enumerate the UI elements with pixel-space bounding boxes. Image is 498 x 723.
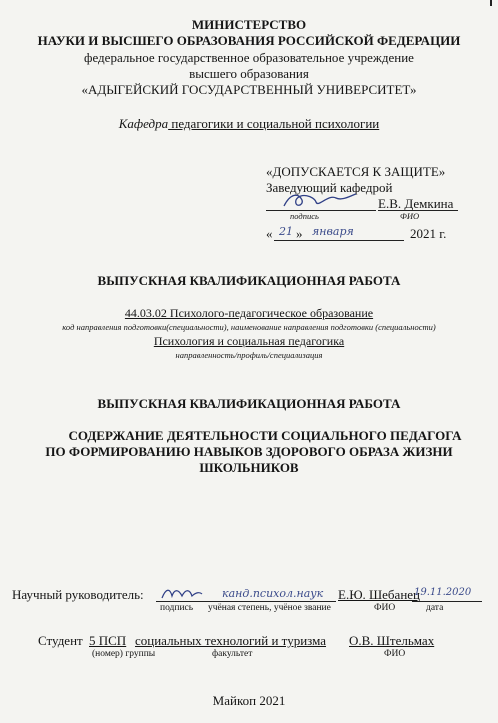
page-corner-mark (490, 0, 492, 6)
supervisor-name: Е.Ю. Шебанец (338, 587, 421, 602)
supervisor-degree-caption: учёная степень, учёное звание (208, 603, 331, 613)
head-fio-caption: ФИО (400, 211, 420, 221)
student-faculty: социальных технологий и туризма (135, 633, 327, 648)
work-title: ВЫПУСКНАЯ КВАЛИФИКАЦИОННАЯ РАБОТА (97, 273, 401, 288)
approval-title: «ДОПУСКАЕТСЯ К ЗАЩИТЕ» (266, 164, 446, 179)
work-title-2: ВЫПУСКНАЯ КВАЛИФИКАЦИОННАЯ РАБОТА (97, 396, 401, 411)
student-name: О.В. Штельмах (349, 633, 435, 648)
student-label: Студент (38, 633, 83, 648)
student-group: 5 ПСП (89, 633, 127, 648)
university-name: «АДЫГЕЙСКИЙ ГОСУДАРСТВЕННЫЙ УНИВЕРСИТЕТ» (81, 82, 417, 97)
topic-line-3: ШКОЛЬНИКОВ (199, 460, 299, 475)
head-name: Е.В. Демкина (378, 196, 454, 211)
ministry-line-2: НАУКИ И ВЫСШЕГО ОБРАЗОВАНИЯ РОССИЙСКОЙ ФЕДЕРАЦИИ (37, 33, 461, 48)
topic-line-1: СОДЕРЖАНИЕ ДЕЯТЕЛЬНОСТИ СОЦИАЛЬНОГО ПЕДАГОГА (68, 428, 462, 443)
ministry-line: МИНИСТЕРСТВО (191, 17, 307, 32)
approval-date-year: 2021 г. (410, 226, 447, 241)
approval-date-line (274, 240, 404, 241)
city-year: Майкоп 2021 (212, 693, 286, 708)
topic-line-2: ПО ФОРМИРОВАНИЮ НАВЫКОВ ЗДОРОВОГО ОБРАЗА ЖИЗНИ (45, 444, 453, 459)
student-group-caption: (номер) группы (92, 649, 156, 659)
approval-date-day: 21 (279, 225, 293, 238)
profile-line: Психология и социальная педагогика (153, 334, 345, 348)
supervisor-date-line (412, 601, 482, 602)
approval-head: Заведующий кафедрой (266, 180, 393, 195)
head-signature (280, 190, 360, 212)
approval-date-open: « (266, 226, 273, 241)
supervisor-degree-handwritten: канд.психол.наук (222, 587, 324, 600)
approval-date-month: января (312, 225, 354, 238)
head-sign-caption: подпись (290, 211, 319, 221)
department-name: педагогики и социальной психологии (168, 116, 380, 131)
supervisor-fio-caption: ФИО (374, 603, 396, 613)
approval-date-close: » (296, 226, 303, 241)
profile-caption: направленность/профиль/специализация (175, 350, 323, 360)
supervisor-signature (160, 586, 204, 602)
student-faculty-caption: факультет (212, 649, 253, 659)
institution-level: высшего образования (189, 66, 309, 81)
direction-line: 44.03.02 Психолого-педагогическое образование (124, 306, 374, 320)
department-prefix: Кафедра (118, 116, 169, 131)
supervisor-date-handwritten: 19.11.2020 (414, 587, 472, 598)
student-fio-caption: ФИО (384, 649, 406, 659)
institution-type: федеральное государственное образовательное учреждение (84, 50, 414, 65)
department-line (0, 116, 498, 132)
direction-caption: код направления подготовки(специальности), наименование направления подготовки (специальности) (62, 322, 436, 332)
supervisor-date-caption: дата (426, 603, 444, 613)
supervisor-sign-caption: подпись (160, 603, 194, 613)
supervisor-label: Научный руководитель: (12, 587, 144, 602)
